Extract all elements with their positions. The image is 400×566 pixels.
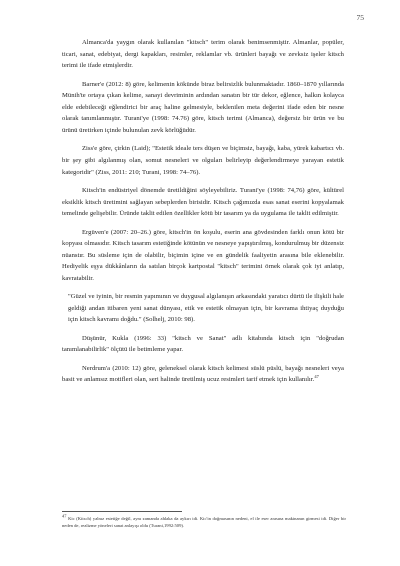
paragraph-with-footnote <box>62 363 344 386</box>
footnote-divider <box>62 511 182 512</box>
paragraph: Ziss'e göre, çirkin (Laid); "Estetik ideale ters düşen ve biçimsiz, bayağı, kaba, yürek kabartıcı vb. bir şey gibi algılanmış olan, somut nesneleri ve olguları belirleyip değerlendirmeye yarayan estetik kategoridir" (Ziss, 2011: 210; Turani, 1998: 74–76). <box>62 145 344 176</box>
page-number: 75 <box>356 13 364 22</box>
footnote <box>62 515 346 529</box>
paragraph-text: Nerdrum'a (2010: 12) göre, geleneksel olarak kitsch kelimesi süslü püslü, bayağı nesneleri veya basit ve anlamsız motifleri olan, seri halinde üretilmiş ucuz resimleri tarif etmek için kullanılır. <box>62 364 344 384</box>
body-text <box>62 37 344 393</box>
paragraph: Kitsch'in endüstriyel dönemde üretildiğini söyleyebiliriz. Turani'ye (1998: 74,76) göre, kültürel eksiklik kitsch üretimini sağlayan sebeplerden birisidir. Kitsch çağımızda esas sanat eserini kopyalamak temelinde gelişebilir. Üründe taklit edilen özellikler kötü bir tasarım ya da uygulama ile taklit edilmiştir. <box>62 186 344 218</box>
paragraph: Barner'e (2012: 8) göre, kelimenin kökünde biraz belirsizlik bulunmaktadır. 1860–1870 yıllarında Münih'te ortaya çıkan kelime, sanayi devriminin ardından sanatın bir tür dekor, eğlence, halkın kolayca elde edebileceği eğlendirici bir araç haline gelmesiyle, beklenilen meta değerini ifade eden bir nesne olarak tanımlanmıştır. Turani'ye (1998: 74.76) göre, kitsch terimi (Almanca), değersiz bir ürün ve bu ürünü üretirken içinde bulunulan zevk körlüğüdür. <box>62 80 344 134</box>
footnote-marker: 47 <box>62 513 67 519</box>
paragraph: Almanca'da yaygın olarak kullanılan "kitsch" terim olarak benimsenmiştir. Almanlar, popüler, ticari, sanat, edebiyat, dergi kapakları, resimler, reklamlar vb. ürünleri bayağı ve zevksiz işeler kitsch terimi ile ifade etmişlerdir. <box>62 39 344 70</box>
block-quote: "Güzel ve iyinin, bir resmin yapımının ve duygusal algılanışın arkasındaki yaratıcı dürtü ile ilişkili hale geldiği andan itibaren yeni sanat dünyası, etik ve estetik olmayan için, bir kavrama ihtiyaç duyduğu için kitsch kavramı doğdu." (Solhelj, 2010: 98). <box>68 293 344 324</box>
footnote-reference: 47 <box>314 374 319 380</box>
paragraph: Düşünür, Kukla (1996: 33) "kitsch ve Sanat" adlı kitabında kitsch için "doğrudan tanımlanabilirlik" ölçütü ile betimleme yapar. <box>62 334 344 354</box>
paragraph: Ergüven'e (2007: 20–26.) göre, kitsch'in ön koşulu, eserin ana gövdesinden farklı onun kötü bir kopyası olmasıdır. Kitsch tasarım estetiğinde kötünün ve nesneye yapıştırılmış, kondurulmuş bir düzensiz nüanstır. Bu süsleme için de olabilir, biçimin içine ve en gündelik faaliyetin arasına bile eklenebilir. Hediyelik eşya dükkânların da satılan birçok kartpostal "kitsch" terimini örnek olarak çok iyi anlatıp, kavratabilir. <box>62 228 344 282</box>
footnote-text: Kic (Kitsch) yalnız estetiğe değil, aynı zamanda ahlaka da aykırı idi. Kic'in doğmasının nedeni, el ile eser arasına makinanın girmesi idi. Diğer bir neden de, realizme yöneleri sanat anlayışı oldu (Turani,1992:509). <box>62 516 346 528</box>
